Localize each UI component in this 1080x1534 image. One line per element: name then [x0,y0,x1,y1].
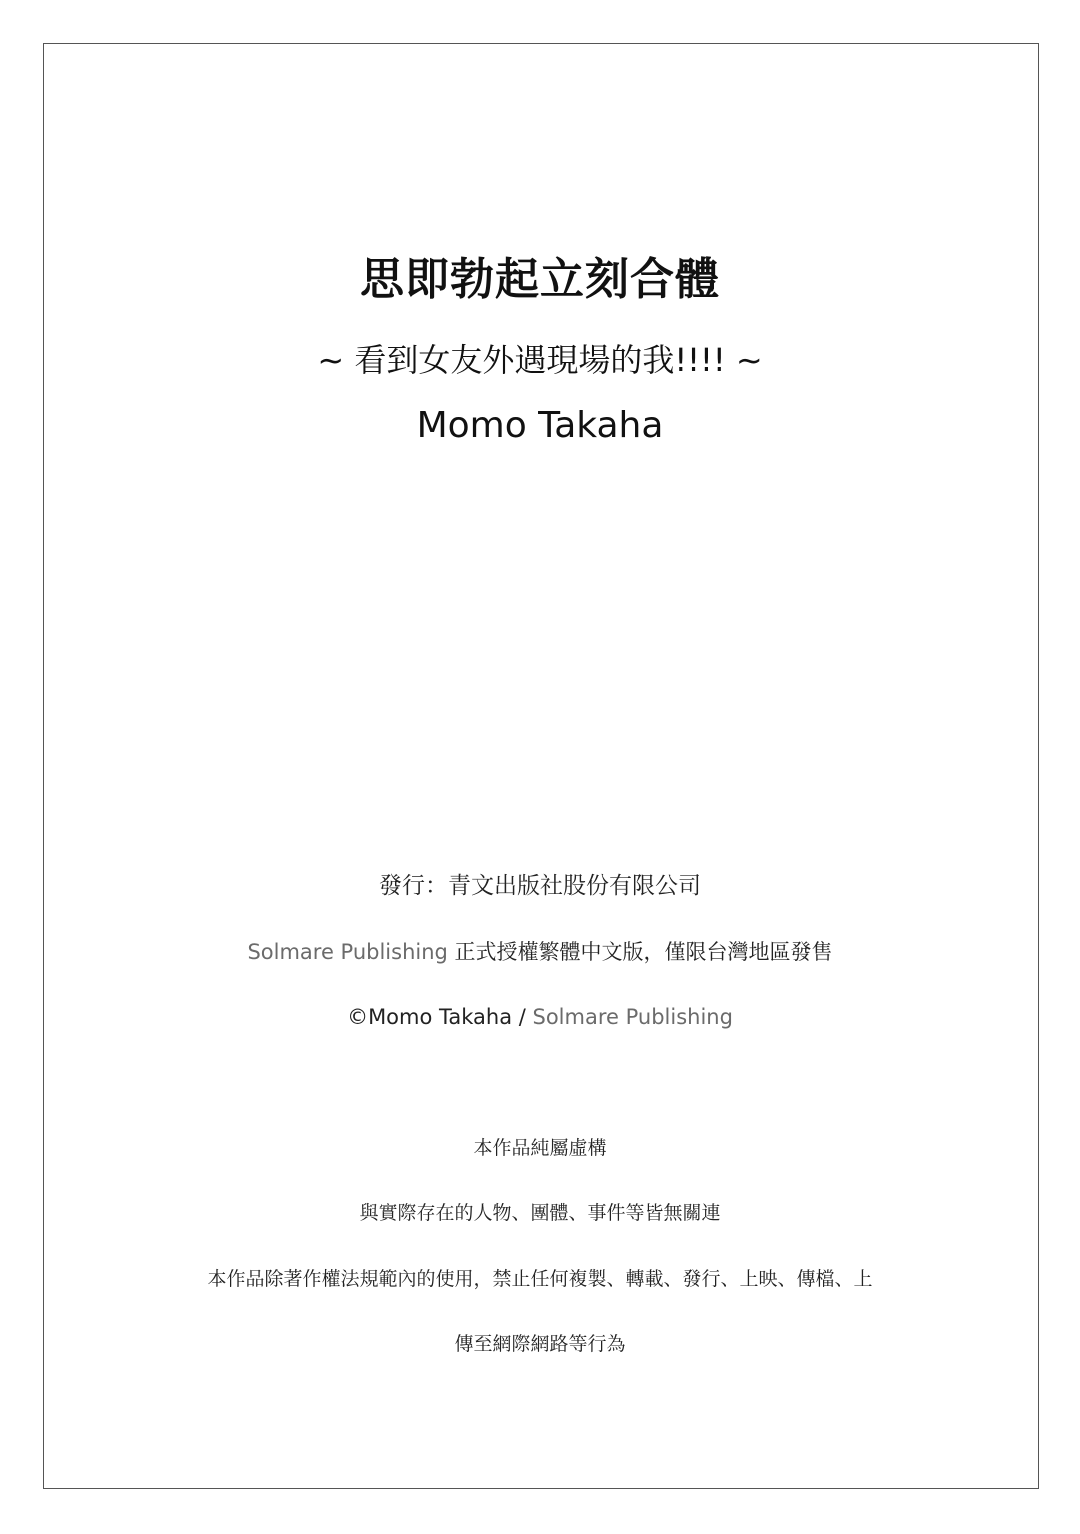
book-title: 思即勃起立刻合體 [360,254,720,305]
notice-copyright-restriction: 本作品除著作權法規範內的使用，禁止任何複製、轉載、發行、上映、傳檔、上 [207,1268,873,1290]
copyright-brand: Solmare Publishing [532,1005,733,1029]
notice-fiction: 本作品純屬虛構 [473,1137,607,1159]
license-text: 正式授權繁體中文版，僅限台灣地區發售 [447,940,833,964]
notice-unrelated: 與實際存在的人物、團體、事件等皆無關連 [359,1202,721,1224]
author-name: Momo Takaha [416,405,664,446]
license-brand: Solmare Publishing [247,940,448,964]
book-subtitle: ~ 看到女友外遇現場的我!!!! ~ [317,341,763,379]
copyright-author: ©Momo Takaha / [347,1005,533,1029]
notice-copyright-restriction-cont: 傳至網際網路等行為 [454,1333,626,1355]
publisher-line: 發行：青文出版社股份有限公司 [379,873,701,899]
license-line [0,932,1080,972]
copyright-line [0,997,1080,1037]
